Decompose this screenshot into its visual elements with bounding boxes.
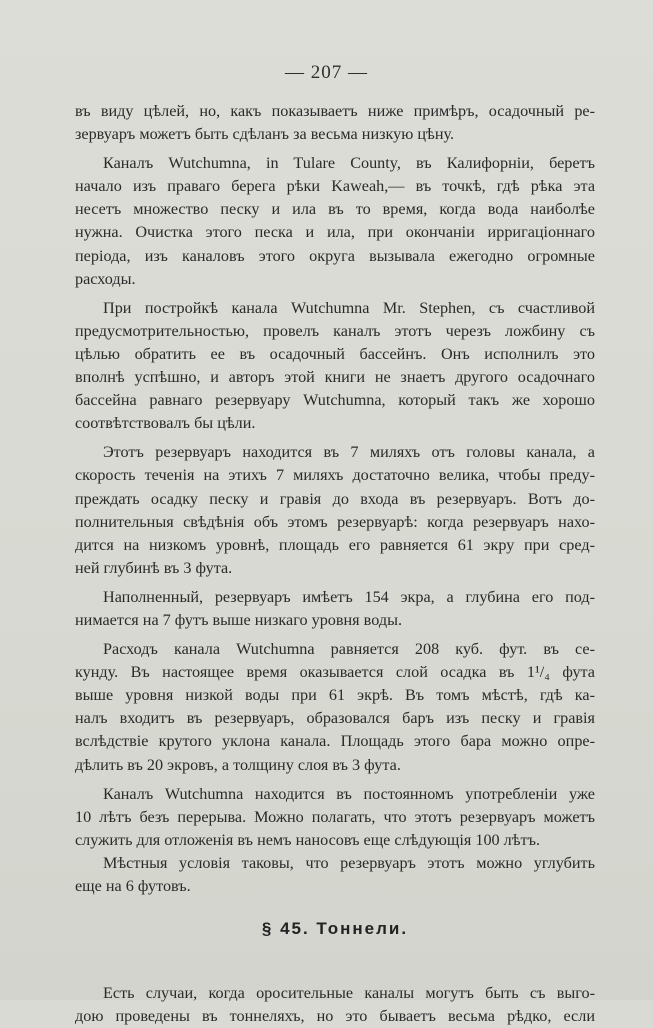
section-heading: § 45. Тоннели. [261, 919, 409, 939]
text-line: начало изъ праваго берега рѣки Kaweah,— въ точкѣ, гдѣ рѣка эта [75, 177, 595, 196]
text-line: вслѣдствіе крутого уклона канала. Площадь этого бара можно опре- [75, 732, 595, 751]
text-line: скорость теченія на этихъ 7 миляхъ достаточно велика, чтобы преду- [75, 466, 595, 485]
text-line: нужна. Очистка этого песка и ила, при окончаніи ирригаціоннаго [75, 223, 595, 242]
text-line: При постройкѣ канала Wutchumna Mr. Stephen, съ счастливой [103, 298, 595, 317]
text-line: дится на низкомъ уровнѣ, площадь его равняется 61 экру при сред- [75, 535, 595, 554]
text-line: выше уровня низкой воды при 61 экрѣ. Въ томъ мѣстѣ, гдѣ ка- [75, 686, 595, 705]
text-line: Расходъ канала Wutchumna равняется 208 куб. фут. въ се- [103, 640, 595, 659]
body-text [75, 100, 595, 1028]
text-line: цѣлью обратить ее въ осадочный бассейнъ. Онъ исполнилъ это [75, 344, 595, 363]
text-line: предусмотрительностью, провелъ каналъ этотъ черезъ ложбину съ [75, 321, 595, 340]
text-line: ней глубинѣ въ 3 фута. [75, 558, 233, 577]
text-line: Мѣстныя условія таковы, что резервуаръ этотъ можно углубить [103, 853, 595, 872]
text-line: періода, изъ каналовъ этого округа вызывала ежегодно огромные [75, 246, 595, 265]
text-line: еще на 6 футовъ. [75, 877, 191, 895]
text-line: соотвѣтствовалъ бы цѣли. [75, 414, 256, 433]
text-line: бассейна равнаго резервуару Wutchumna, который такъ же хорошо [75, 391, 595, 410]
text-line: Наполненный, резервуаръ имѣетъ 154 экра, а глубина его под- [103, 587, 595, 606]
text-line: Этотъ резервуаръ находится въ 7 миляхъ отъ головы канала, а [103, 443, 595, 462]
paragraph [75, 297, 595, 436]
text-line: 10 лѣтъ безъ перерыва. Можно полагать, что этотъ резервуаръ можетъ [75, 807, 595, 826]
paragraph [75, 852, 595, 898]
paragraph [75, 638, 595, 777]
text-line: Каналъ Wutchumna находится въ постоянномъ употребленіи уже [103, 784, 595, 803]
text-line: расходы. [75, 269, 136, 288]
text-line: преждать осадку песку и гравія до входа въ резервуаръ. Вотъ до- [75, 489, 595, 508]
text-line: кунду. Въ настоящее время оказывается слой осадка въ 1¹/₄ фута [75, 663, 595, 682]
text-line: несетъ множество песку и ила въ то время, когда вода наиболѣе [75, 200, 595, 219]
text-line: Каналъ Wutchumna, in Tulare County, въ Калифорніи, беретъ [103, 154, 595, 173]
paragraph [75, 152, 595, 291]
text-line: полнительныя свѣдѣнія объ этомъ резервуарѣ: когда резервуаръ нахо- [75, 512, 595, 531]
paragraph [75, 982, 595, 1028]
text-line: служить для отложенія въ немъ наносовъ еще слѣдующія 100 лѣтъ. [75, 830, 541, 849]
text-line: дѣлить въ 20 экровъ, а толщину слоя въ 3 фута. [75, 755, 401, 774]
text-line: въ виду цѣлей, но, какъ показываетъ ниже примѣръ, осадочный ре- [75, 102, 595, 120]
text-line: нимается на 7 футъ выше низкаго уровня воды. [75, 610, 402, 629]
paragraph [75, 100, 595, 146]
page-number: — 207 — [285, 62, 368, 83]
paragraph [75, 783, 595, 852]
text-line: вполнѣ успѣшно, и авторъ этой книги не знаетъ другого осадочнаго [75, 368, 595, 387]
text-line: дою проведены въ тоннеляхъ, но это бываетъ весьма рѣдко, если [75, 1007, 595, 1026]
text-line: зервуаръ можетъ быть сдѣланъ за весьма низкую цѣну. [75, 125, 455, 144]
text-line: налъ входитъ въ резервуаръ, образовался баръ изъ песку и гравія [75, 709, 595, 728]
paragraph [75, 441, 595, 580]
text-line: Есть случаи, когда оросительные каналы могутъ быть съ выго- [103, 984, 595, 1003]
paragraph [75, 586, 595, 632]
